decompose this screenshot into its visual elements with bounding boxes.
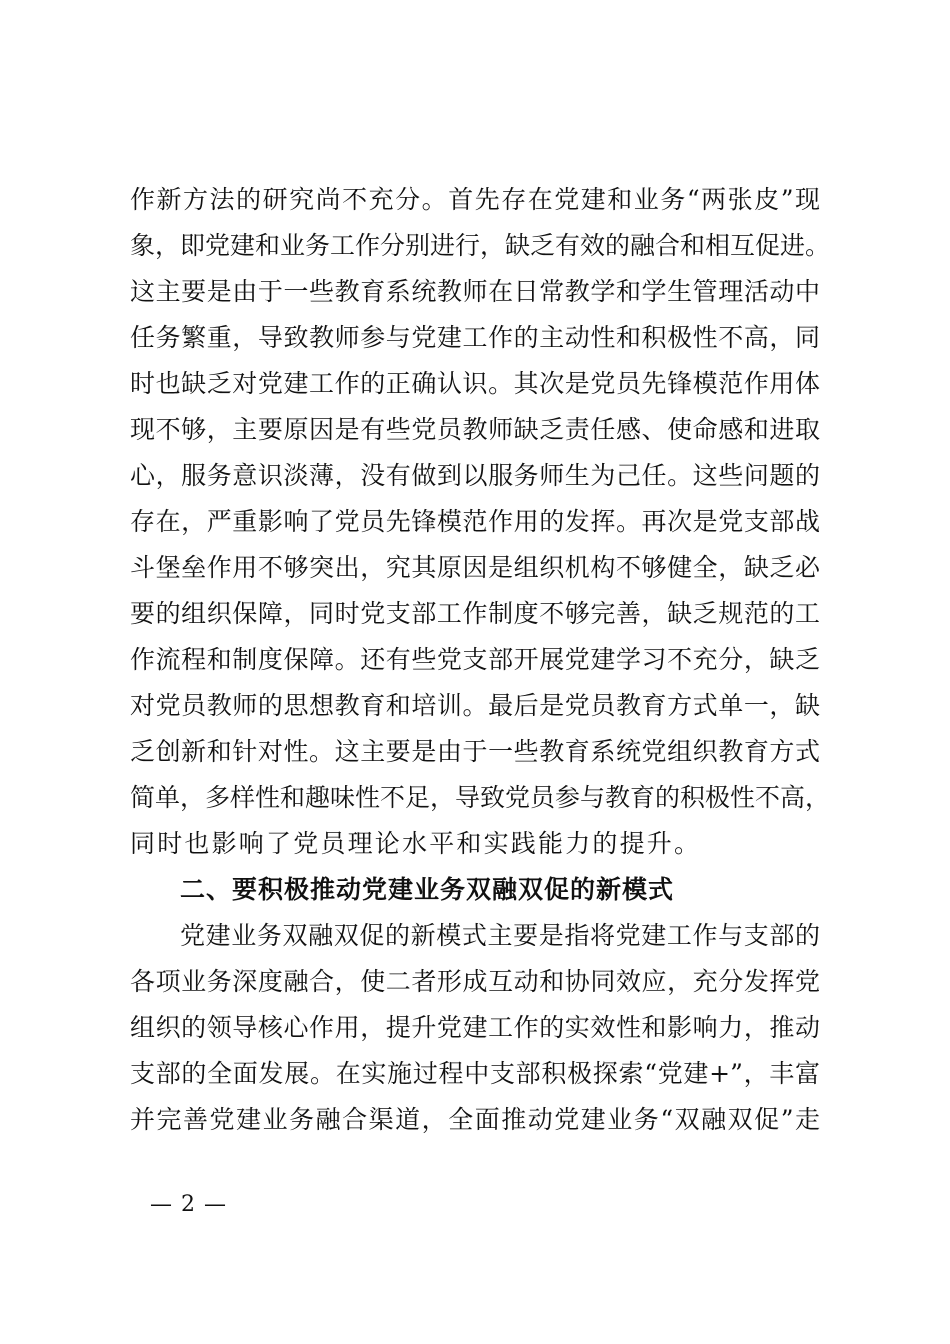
paragraph-line: 同时也影响了党员理论水平和实践能力的提升。 bbox=[130, 829, 702, 858]
paragraph-line: 现不够，主要原因是有些党员教师缺乏责任感、使命感和进取 bbox=[130, 415, 820, 444]
paragraph-line: 并完善党建业务融合渠道，全面推动党建业务“双融双促”走 bbox=[130, 1105, 820, 1134]
paragraph-line: 作新方法的研究尚不充分。首先存在党建和业务“两张皮”现 bbox=[130, 185, 820, 214]
paragraph-line: 任务繁重，导致教师参与党建工作的主动性和积极性不高，同 bbox=[130, 323, 820, 352]
paragraph-line: 各项业务深度融合，使二者形成互动和协同效应，充分发挥党 bbox=[130, 967, 820, 996]
paragraph-line: 党建业务双融双促的新模式主要是指将党建工作与支部的 bbox=[180, 921, 820, 950]
paragraph-line: 象，即党建和业务工作分别进行，缺乏有效的融合和相互促进。 bbox=[130, 231, 831, 260]
section-heading: 二、要积极推动党建业务双融双促的新模式 bbox=[180, 875, 675, 904]
paragraph-line: 这主要是由于一些教育系统教师在日常教学和学生管理活动中 bbox=[130, 277, 820, 306]
paragraph-line: 作流程和制度保障。还有些党支部开展党建学习不充分，缺乏 bbox=[130, 645, 820, 674]
paragraph-line: 斗堡垒作用不够突出，究其原因是组织机构不够健全，缺乏必 bbox=[130, 553, 820, 582]
paragraph-line: 要的组织保障，同时党支部工作制度不够完善，缺乏规范的工 bbox=[130, 599, 820, 628]
paragraph-line: 存在，严重影响了党员先锋模范作用的发挥。再次是党支部战 bbox=[130, 507, 820, 536]
paragraph-line: 时也缺乏对党建工作的正确认识。其次是党员先锋模范作用体 bbox=[130, 369, 820, 398]
paragraph-line: 乏创新和针对性。这主要是由于一些教育系统党组织教育方式 bbox=[130, 737, 820, 766]
paragraph-line: 组织的领导核心作用，提升党建工作的实效性和影响力，推动 bbox=[130, 1013, 820, 1042]
paragraph-line: 支部的全面发展。在实施过程中支部积极探索“党建+”，丰富 bbox=[130, 1059, 820, 1088]
paragraph-line: 对党员教师的思想教育和培训。最后是党员教育方式单一，缺 bbox=[130, 691, 820, 720]
page-number: — 2 — bbox=[150, 1192, 227, 1217]
paragraph-line: 心，服务意识淡薄，没有做到以服务师生为己任。这些问题的 bbox=[130, 461, 820, 490]
paragraph-line: 简单，多样性和趣味性不足，导致党员参与教育的积极性不高， bbox=[130, 783, 831, 812]
